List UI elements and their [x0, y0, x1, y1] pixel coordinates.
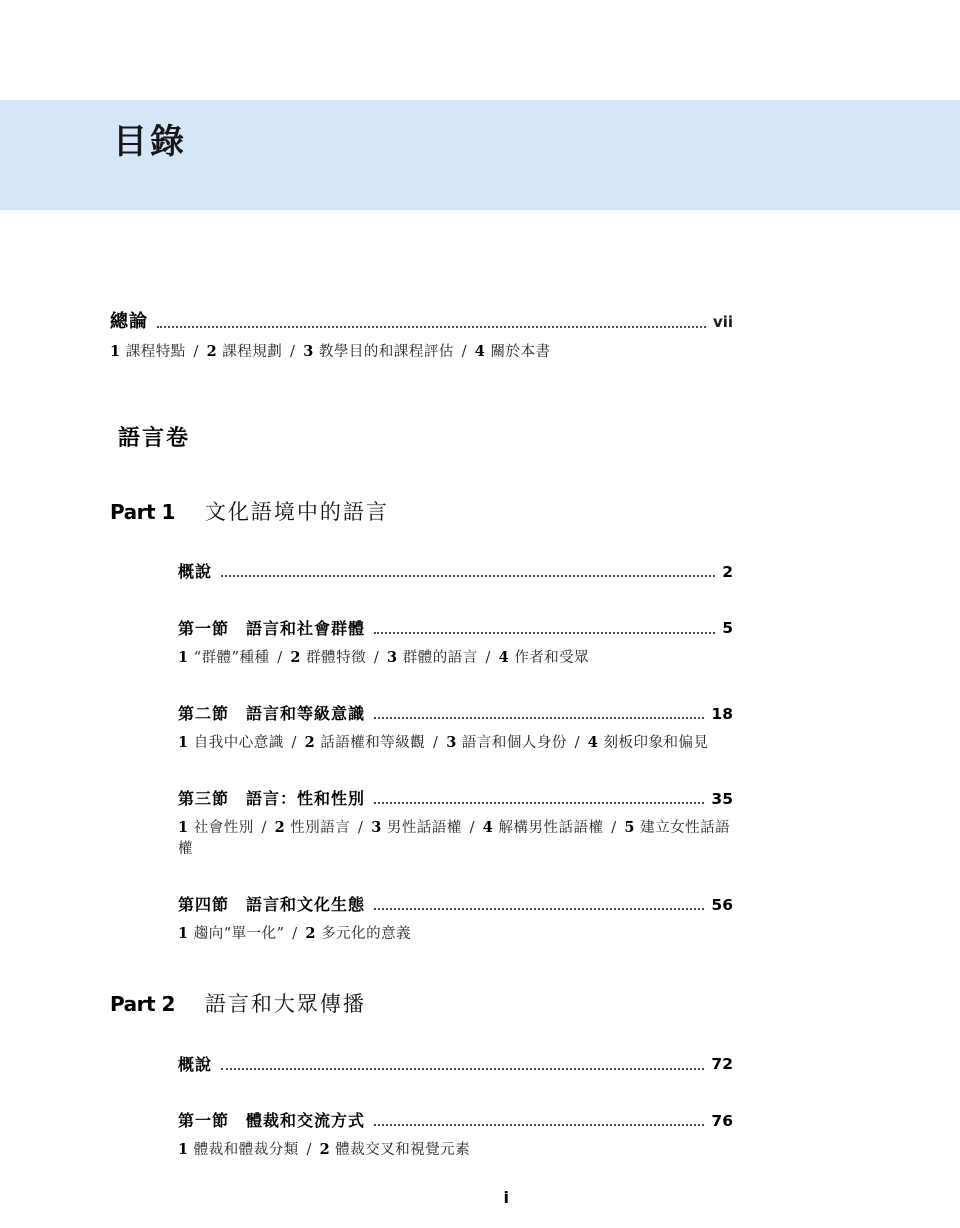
- subitem-text: 男性話語權: [386, 820, 462, 837]
- toc-entry-label: 第三節 語言：性和性別: [178, 789, 366, 809]
- subitem-text: 刻板印象和偏見: [603, 735, 709, 751]
- subitem-number: 1: [178, 1140, 189, 1158]
- toc-entry: [178, 895, 733, 944]
- subitem-text: 群體的語言: [402, 649, 478, 666]
- toc-entry-label: 概說: [178, 562, 213, 582]
- dot-leader: [221, 575, 715, 577]
- toc-entry-page-number: 76: [711, 1111, 733, 1130]
- subitem-number: 1: [178, 925, 189, 943]
- subitem-text: 解構男性話語權: [498, 820, 604, 837]
- subitem-number: 2: [274, 819, 286, 837]
- subitem-number: 3: [446, 734, 457, 751]
- subitem-text: 建立女性話語權: [178, 820, 731, 857]
- page-title: 目錄: [113, 122, 187, 162]
- toc-content: [0, 311, 960, 1207]
- folio-page-number: i: [503, 1188, 509, 1208]
- toc-entry-label: 概說: [178, 1054, 213, 1074]
- subitem-text: 群體特徵: [306, 649, 367, 666]
- toc-entry-page-number: 18: [711, 704, 733, 723]
- front-matter-page-number: vii: [712, 313, 733, 332]
- toc-entry-subitems: 1 趨向“單一化” / 2 多元化的意義: [178, 925, 412, 943]
- front-matter-entry: [110, 311, 733, 362]
- subitem-text: “群體”種種: [193, 649, 270, 666]
- dot-leader: [374, 908, 704, 910]
- subitem-number: 2: [290, 648, 302, 666]
- toc-entry-label: 第一節 體裁和交流方式: [178, 1110, 366, 1130]
- part-heading: [110, 496, 733, 526]
- toc-entry: [178, 1111, 733, 1160]
- subitem-number: 1: [178, 819, 189, 837]
- subitem-number: 4: [498, 648, 510, 666]
- subitem-text: 課程特點: [125, 343, 186, 360]
- subitem-number: 5: [624, 819, 635, 837]
- subitem-text: 趨向“單一化”: [193, 926, 285, 943]
- volume-heading: 語言卷: [118, 425, 191, 451]
- subitem-text: 性別語言: [290, 820, 351, 837]
- toc-entry-subitems: 1 “群體”種種 / 2 群體特徵 / 3 群體的語言 / 4 作者和受眾: [178, 648, 590, 666]
- toc-entry: [178, 1054, 733, 1074]
- toc-entry-row: [178, 789, 733, 809]
- dot-leader: [374, 1124, 704, 1126]
- part-title: 文化語境中的語言: [204, 500, 389, 525]
- subitem-number: 2: [319, 1140, 331, 1158]
- dot-leader: [374, 632, 715, 634]
- dot-leader: [221, 1068, 704, 1070]
- subitem-text: 作者和受眾: [514, 649, 590, 666]
- part-entries: [110, 562, 733, 944]
- toc-entry: [178, 562, 733, 582]
- subitem-number: 2: [206, 342, 218, 360]
- toc-entry: [178, 789, 733, 859]
- toc-entry-page-number: 72: [711, 1055, 733, 1074]
- toc-entry-subitems: 1 社會性別 / 2 性別語言 / 3 男性話語權 / 4 解構男性話語權 / 5 建立女性話語權: [178, 819, 731, 857]
- subitem-text: 體裁交叉和視覺元素: [335, 1141, 471, 1158]
- toc-entry-page-number: 2: [722, 563, 733, 582]
- subitem-text: 關於本書: [490, 343, 551, 360]
- subitem-text: 教學目的和課程評估: [318, 343, 454, 360]
- subitem-text: 體裁和體裁分類: [193, 1141, 299, 1158]
- toc-entry-page-number: 5: [722, 619, 733, 638]
- subitem-text: 多元化的意義: [321, 926, 412, 943]
- subitem-text: 自我中心意識: [193, 735, 284, 751]
- subitem-text: 話語權和等級觀: [320, 735, 426, 751]
- front-matter-subitems: 1 課程特點 / 2 課程規劃 / 3 教學目的和課程評估 / 4 關於本書: [110, 342, 551, 360]
- subitem-number: 2: [305, 925, 317, 943]
- toc-entry-row: [178, 618, 733, 638]
- toc-entry-subitems: 1 體裁和體裁分類 / 2 體裁交叉和視覺元素: [178, 1140, 471, 1158]
- part-heading: [110, 988, 733, 1018]
- subitem-number: 4: [587, 734, 599, 751]
- subitem-number: 2: [304, 734, 316, 751]
- front-matter-row: [110, 311, 733, 333]
- part-section-1: [110, 496, 733, 944]
- subitem-text: 社會性別: [193, 820, 254, 837]
- subitem-text: 語言和個人身份: [461, 735, 567, 751]
- subitem-text: 課程規劃: [222, 343, 283, 360]
- toc-entry-label: 第一節 語言和社會群體: [178, 618, 366, 638]
- subitem-number: 4: [474, 342, 486, 360]
- front-matter-label: 總論: [110, 311, 148, 332]
- part-entries: [110, 1054, 733, 1160]
- toc-entry-row: [178, 895, 733, 915]
- subitem-number: 4: [482, 819, 494, 837]
- toc-entry-row: [178, 1054, 733, 1074]
- subitem-number: 1: [110, 342, 121, 360]
- subitem-number: 3: [303, 342, 314, 360]
- toc-entry-row: [178, 704, 733, 724]
- dot-leader: [374, 717, 704, 719]
- toc-entry: [178, 618, 733, 667]
- part-title: 語言和大眾傳播: [204, 992, 366, 1017]
- subitem-number: 3: [387, 648, 398, 666]
- dot-leader: [374, 802, 704, 804]
- toc-entry-subitems: 1 自我中心意識 / 2 話語權和等級觀 / 3 語言和個人身份 / 4 刻板印象和偏見: [178, 734, 709, 751]
- part-label: Part 1: [110, 500, 175, 525]
- toc-entry-page-number: 35: [711, 790, 733, 809]
- toc-entry-row: [178, 1111, 733, 1131]
- toc-entry-label: 第二節 語言和等級意識: [178, 704, 366, 723]
- toc-entry-label: 第四節 語言和文化生態: [178, 895, 366, 915]
- toc-entry-row: [178, 562, 733, 582]
- toc-entry: [178, 704, 733, 753]
- page-footer: [110, 1160, 733, 1207]
- toc-banner: [0, 100, 960, 210]
- toc-entry-page-number: 56: [711, 896, 733, 915]
- subitem-number: 1: [178, 734, 189, 751]
- part-section-2: [110, 988, 733, 1160]
- subitem-number: 3: [371, 819, 382, 837]
- subitem-number: 1: [178, 648, 189, 666]
- dot-leader: [157, 326, 706, 328]
- part-label: Part 2: [110, 992, 175, 1017]
